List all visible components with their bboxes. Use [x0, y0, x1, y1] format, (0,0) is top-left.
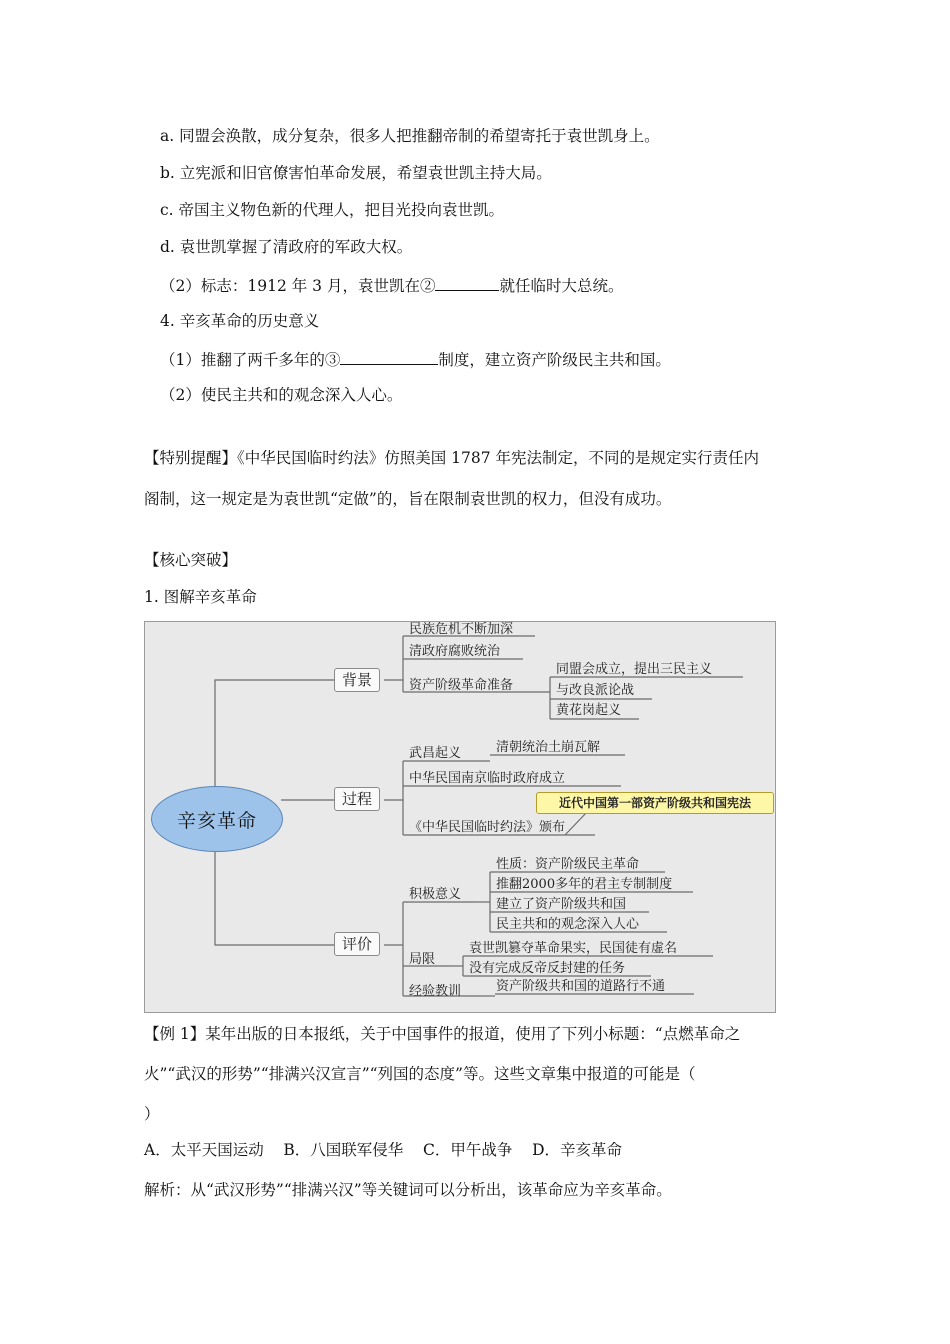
- limit-item-1: 袁世凯篡夺革命果实，民国徒有虚名: [469, 941, 678, 956]
- lesson-label: 经验教训: [409, 984, 462, 999]
- paragraph-b: b. 立宪派和旧官僚害怕革命发展，希望袁世凯主持大局。: [160, 164, 552, 182]
- limit-label: 局限: [409, 952, 436, 967]
- process-item-nanjing: 中华民国南京临时政府成立: [409, 771, 566, 786]
- branch-process: 过程: [334, 787, 380, 811]
- reminder-line-2: 阁制，这一规定是为袁世凯“定做”的，旨在限制袁世凯的权力，但没有成功。: [144, 490, 672, 508]
- example-line-1: 【例 1】某年出版的日本报纸，关于中国事件的报道，使用了下列小标题：“点燃革命之: [144, 1025, 741, 1043]
- prep-item-2: 与改良派论战: [556, 683, 635, 698]
- prep-item-3: 黄花岗起义: [556, 703, 622, 718]
- paragraph-mark: [160, 274, 623, 296]
- diagram-heading: 1. 图解辛亥革命: [144, 588, 257, 606]
- paragraph-c: c. 帝国主义物色新的代理人，把目光投向袁世凯。: [160, 201, 505, 219]
- positive-item-4: 民主共和的观念深入人心: [496, 917, 640, 932]
- positive-item-1: 性质：资产阶级民主革命: [496, 857, 640, 872]
- mark-suffix: 就任临时大总统。: [499, 277, 624, 295]
- branch-background: 背景: [334, 668, 380, 692]
- paragraph-a: a. 同盟会涣散，成分复杂，很多人把推翻帝制的希望寄托于袁世凯身上。: [160, 127, 660, 145]
- mark-prefix: （2）标志：1912 年 3 月，袁世凯在②: [160, 277, 436, 295]
- positive-item-3: 建立了资产阶级共和国: [496, 897, 627, 912]
- core-heading: 【核心突破】: [144, 551, 238, 569]
- paragraph-d: d. 袁世凯掌握了清政府的军政大权。: [160, 238, 413, 256]
- positive-item-2: 推翻2000多年的君主专制制度: [496, 877, 673, 892]
- example-options: A．太平天国运动 B．八国联军侵华 C．甲午战争 D．辛亥革命: [144, 1141, 622, 1159]
- prep-item-1: 同盟会成立，提出三民主义: [556, 662, 713, 677]
- process-item-constitution: 《中华民国临时约法》颁布: [409, 820, 566, 835]
- background-item-3: 资产阶级革命准备: [409, 678, 514, 693]
- constitution-callout: 近代中国第一部资产阶级共和国宪法: [536, 792, 774, 814]
- significance-title: 4. 辛亥革命的历史意义: [160, 312, 320, 330]
- limit-item-2: 没有完成反帝反封建的任务: [469, 961, 626, 976]
- lesson-item: 资产阶级共和国的道路行不通: [496, 979, 666, 994]
- wuchang-result: 清朝统治土崩瓦解: [496, 740, 601, 755]
- significance-1: [160, 348, 671, 370]
- sig1-prefix: （1）推翻了两千多年的③: [160, 351, 341, 369]
- mindmap-diagram: [144, 621, 776, 1013]
- background-item-1: 民族危机不断加深: [409, 622, 514, 637]
- positive-label: 积极意义: [409, 887, 462, 902]
- background-item-2: 清政府腐败统治: [409, 644, 501, 659]
- process-item-wuchang: 武昌起义: [409, 746, 462, 761]
- reminder-line-1: 【特别提醒】《中华民国临时约法》仿照美国 1787 年宪法制定，不同的是规定实行责任内: [144, 449, 760, 467]
- branch-evaluation: 评价: [334, 932, 380, 956]
- blank-3: [340, 348, 438, 365]
- significance-2: （2）使民主共和的观念深入人心。: [160, 386, 403, 404]
- sig1-suffix: 制度，建立资产阶级民主共和国。: [438, 351, 671, 369]
- example-line-3: ）: [144, 1105, 160, 1123]
- example-analysis: 解析：从“武汉形势”“排满兴汉”等关键词可以分析出，该革命应为辛亥革命。: [144, 1181, 672, 1199]
- mindmap-root: 辛亥革命: [151, 786, 283, 852]
- example-line-2: 火”“武汉的形势”“排满兴汉宣言”“列国的态度”等。这些文章集中报道的可能是（: [144, 1065, 696, 1083]
- blank-2: [435, 274, 499, 291]
